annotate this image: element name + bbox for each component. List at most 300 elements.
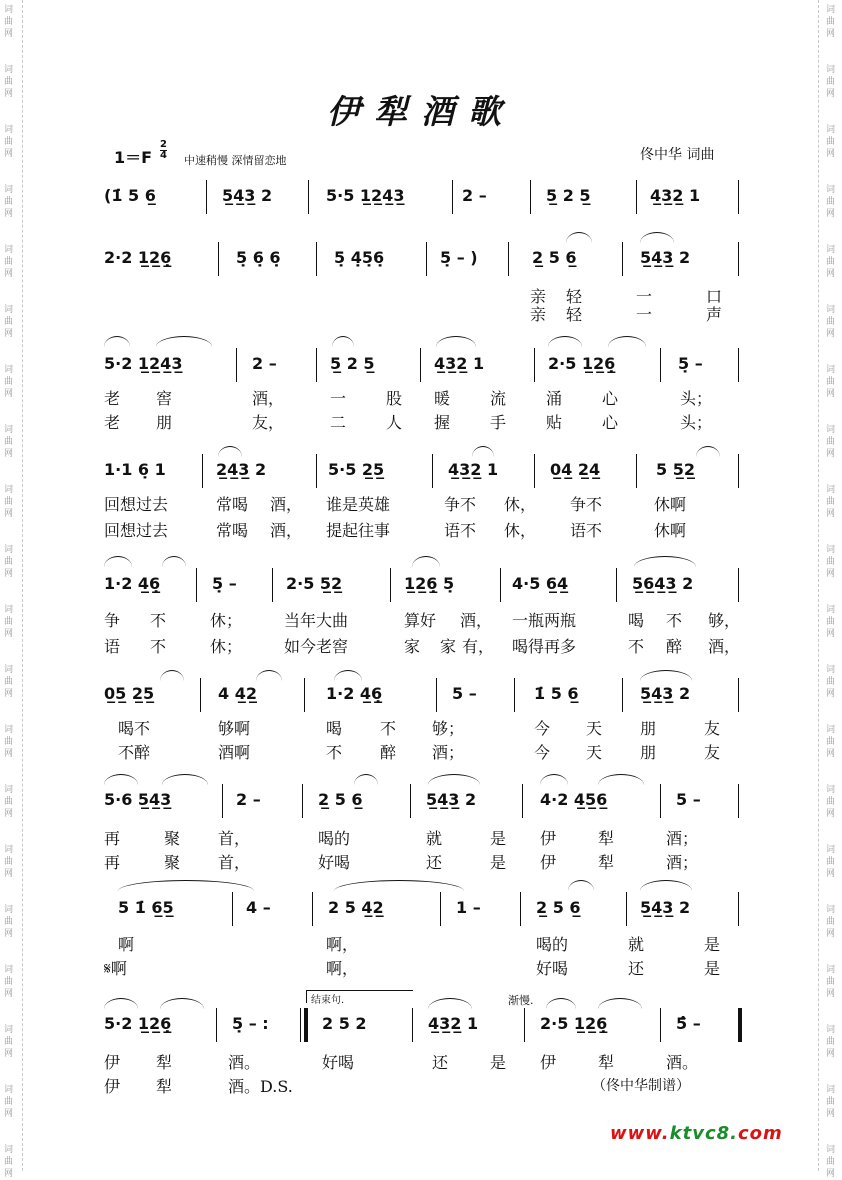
lyric-syllable: 友 — [704, 719, 721, 738]
lyric-syllable: 醉 — [380, 743, 397, 762]
barline — [626, 892, 627, 926]
measure: 5 – — [452, 684, 477, 703]
site-watermark-text — [610, 1123, 783, 1144]
side-watermark: 词 曲 网 — [826, 1025, 836, 1059]
lyric-syllable: 醉 — [666, 637, 683, 656]
lyric-syllable: 酒； — [666, 829, 699, 848]
measure: 2 – — [236, 790, 261, 809]
lyric-syllable: 如今老窖 — [284, 637, 349, 656]
measure: 5̲ 2 5̲ — [330, 354, 375, 373]
barline — [412, 1008, 413, 1042]
lyric-syllable: 好喝 — [318, 853, 351, 872]
lyric-syllable: 回想过去 — [104, 521, 169, 540]
slur — [412, 556, 440, 567]
lyric-syllable: 还 — [432, 1053, 449, 1072]
lyric-syllable: 酒， — [460, 611, 493, 630]
measure: 5·6 5̲4̲3̲ — [104, 790, 172, 809]
measure: 2·5 1̲2̲6̣̲ — [548, 354, 616, 373]
lyric-syllable: 提起往事 — [326, 521, 391, 540]
lyric-line — [0, 850, 842, 872]
lyric-syllable: 人 — [386, 413, 403, 432]
score-system — [0, 178, 842, 218]
lyric-syllable: 是 — [490, 853, 507, 872]
lyric-syllable: 朋 — [156, 413, 173, 432]
lyric-syllable: 首， — [218, 829, 251, 848]
lyric-syllable: 轻 — [566, 287, 583, 306]
side-watermark: 词 曲 网 — [4, 485, 14, 519]
lyric-syllable: 喝的 — [318, 829, 351, 848]
lyric-syllable: 啊 — [118, 935, 135, 954]
measure: 5 5̲2̲ — [656, 460, 695, 479]
repeat-barline — [304, 1008, 308, 1042]
lyric-syllable: 谁是英雄 — [326, 495, 391, 514]
measure: 5̲4̲3̲ 2 — [640, 684, 691, 703]
lyric-line — [0, 826, 842, 848]
lyric-syllable: 常喝 — [216, 495, 249, 514]
lyric-syllable: 好喝 — [536, 959, 569, 978]
slur — [118, 880, 254, 891]
side-watermark: 词 曲 网 — [826, 305, 836, 339]
measure: 2 – — [462, 186, 487, 205]
lyric-syllable: 常喝 — [216, 521, 249, 540]
side-watermark: 词 曲 网 — [826, 485, 836, 519]
side-watermark: 词 曲 网 — [826, 785, 836, 819]
measure: 5̣ 6̣ 6̣ — [236, 248, 281, 267]
watermark-letter: k — [669, 1123, 683, 1144]
lyric-syllable: 天 — [586, 743, 603, 762]
lyric-syllable: 握 — [434, 413, 451, 432]
lyric-syllable: 争不 — [444, 495, 477, 514]
lyric-line — [0, 634, 842, 656]
lyric-syllable: 休， — [504, 495, 537, 514]
key-signature: 1＝F — [114, 148, 153, 167]
barline — [420, 348, 421, 382]
barline — [738, 348, 739, 382]
barline — [738, 678, 739, 712]
slur — [696, 446, 720, 457]
lyric-syllable: 喝 — [628, 611, 645, 630]
measure: 2̲ 5 6̲ — [532, 248, 577, 267]
slur — [540, 774, 568, 785]
side-watermark: 词 曲 网 — [4, 425, 14, 459]
score-system — [0, 782, 842, 822]
slur — [566, 232, 592, 243]
lyric-syllable: 再 — [104, 853, 121, 872]
side-watermark: 词 曲 网 — [826, 965, 836, 999]
lyric-syllable: 口 — [706, 287, 723, 306]
barline — [738, 180, 739, 214]
lyric-syllable: 伊 — [104, 1077, 121, 1096]
side-watermark: 词 曲 网 — [4, 725, 14, 759]
lyric-syllable: 不 — [150, 637, 167, 656]
barline — [436, 678, 437, 712]
side-watermark: 词 曲 网 — [4, 1085, 14, 1119]
slur — [218, 446, 242, 457]
lyric-syllable: 是 — [704, 959, 721, 978]
lyric-syllable: 语不 — [570, 521, 603, 540]
score-system — [0, 1006, 842, 1046]
lyric-syllable: 酒。 — [228, 1053, 261, 1072]
slur — [436, 336, 476, 347]
lyric-syllable: 回想过去 — [104, 495, 169, 514]
lyric-syllable: 休； — [210, 611, 243, 630]
slur — [640, 880, 692, 891]
lyric-syllable: 声 — [706, 305, 723, 324]
lyric-syllable: 喝得再多 — [512, 637, 577, 656]
lyric-syllable: 暖 — [434, 389, 451, 408]
watermark-letter: w — [610, 1123, 628, 1144]
lyric-syllable: 不 — [380, 719, 397, 738]
measure: 5 – — [676, 790, 701, 809]
barline — [196, 568, 197, 602]
barline — [410, 784, 411, 818]
lyric-line — [0, 1050, 842, 1072]
side-watermark: 词 曲 网 — [826, 365, 836, 399]
measure: 2·5 1̲2̲6̣̲ — [540, 1014, 608, 1033]
lyric-syllable: 有， — [462, 637, 495, 656]
lyric-syllable: 流 — [490, 389, 507, 408]
slur — [104, 556, 132, 567]
lyric-syllable: 轻 — [566, 305, 583, 324]
watermark-letter: . — [661, 1123, 670, 1144]
lyric-syllable: 酒， — [270, 495, 303, 514]
barline — [312, 892, 313, 926]
lyric-syllable: 酒。D.S. — [228, 1077, 293, 1096]
watermark-letter: o — [749, 1123, 764, 1144]
lyric-syllable: 今 — [534, 743, 551, 762]
measure: 0̲5̲ 2̲5̲ — [104, 684, 155, 703]
score-system — [0, 452, 842, 492]
measure: 5̲4̲3̲ 2 — [640, 898, 691, 917]
measure: 5 1̇ 6̲5̲ — [118, 898, 174, 917]
lyric-syllable: 今 — [534, 719, 551, 738]
lyric-syllable: 一 — [636, 305, 653, 324]
side-watermark: 词 曲 网 — [826, 125, 836, 159]
score-system — [0, 240, 842, 280]
side-watermark: 词 曲 网 — [4, 125, 14, 159]
slur — [598, 774, 644, 785]
barline — [622, 242, 623, 276]
lyric-syllable: 涌 — [546, 389, 563, 408]
time-signature — [160, 140, 167, 161]
barline — [534, 454, 535, 488]
lyric-line — [0, 386, 842, 408]
measure: 2 5 4̲2̲ — [328, 898, 384, 917]
lyric-syllable: 酒， — [270, 521, 303, 540]
lyric-syllable: 休， — [504, 521, 537, 540]
side-watermark: 词 曲 网 — [4, 845, 14, 879]
lyric-syllable: 语不 — [444, 521, 477, 540]
measure: (1̇ 5 6̲ — [104, 186, 156, 205]
lyric-syllable: 就 — [628, 935, 645, 954]
measure: 1 – — [456, 898, 481, 917]
lyric-syllable: 够； — [432, 719, 465, 738]
lyric-syllable: 够， — [708, 611, 741, 630]
slur — [472, 446, 494, 457]
slur — [160, 998, 204, 1009]
score-system — [0, 346, 842, 386]
barline — [426, 242, 427, 276]
slur — [156, 336, 212, 347]
watermark-letter: m — [763, 1123, 783, 1144]
slur — [162, 556, 186, 567]
measure: 1·2 4̲6̣̲ — [326, 684, 383, 703]
lyric-line — [0, 716, 842, 738]
side-watermark: 词 曲 网 — [4, 965, 14, 999]
slur — [428, 774, 480, 785]
lyric-syllable: 聚 — [164, 829, 181, 848]
measure: 5̂ – — [676, 1014, 701, 1033]
lyric-syllable: 是 — [704, 935, 721, 954]
side-watermark: 词 曲 网 — [4, 605, 14, 639]
barline — [432, 454, 433, 488]
lyric-syllable: 休； — [210, 637, 243, 656]
barline — [232, 892, 233, 926]
ritardando-mark: 渐慢. — [508, 994, 534, 1007]
slur — [104, 998, 138, 1009]
lyric-syllable: 股 — [386, 389, 403, 408]
barline — [308, 180, 309, 214]
slur — [608, 336, 646, 347]
composer-credit: 佟中华 词曲 — [640, 147, 715, 163]
side-watermark: 词 曲 网 — [826, 1085, 836, 1119]
side-watermark: 词 曲 网 — [4, 65, 14, 99]
measure: 5̲4̲3̲ 2 — [222, 186, 273, 205]
lyric-syllable: 家 — [440, 637, 457, 656]
measure: 4̲3̲2̲ 1 — [448, 460, 499, 479]
lyric-syllable: 酒； — [432, 743, 465, 762]
lyric-syllable: 不 — [150, 611, 167, 630]
lyric-syllable: 聚 — [164, 853, 181, 872]
slur — [332, 336, 354, 347]
slur — [354, 774, 378, 785]
measure: 2·5 5̲2̲ — [286, 574, 343, 593]
barline — [300, 1008, 301, 1042]
barline — [316, 242, 317, 276]
watermark-letter: c — [704, 1123, 717, 1144]
measure: 1̇ 5 6̲ — [534, 684, 579, 703]
watermark-letter: w — [627, 1123, 646, 1144]
measure: 5̣ – — [212, 574, 237, 593]
barline — [222, 784, 223, 818]
side-watermark: 词 曲 网 — [4, 365, 14, 399]
lyric-syllable: 不醉 — [118, 743, 151, 762]
measure: 5̣ – : — [232, 1014, 269, 1033]
measure: 5̣ – ) — [440, 248, 478, 267]
lyric-syllable: 伊 — [540, 853, 557, 872]
side-watermark: 词 曲 网 — [826, 845, 836, 879]
lyric-syllable: 休啊 — [654, 521, 687, 540]
lyric-syllable: 老 — [104, 413, 121, 432]
lyric-syllable: 休啊 — [654, 495, 687, 514]
slur — [256, 670, 282, 681]
lyric-line — [0, 1074, 842, 1096]
lyric-syllable: 争 — [104, 611, 121, 630]
lyric-syllable: 不 — [666, 611, 683, 630]
lyric-syllable: 友 — [704, 743, 721, 762]
slur — [634, 556, 696, 567]
lyric-syllable: 语 — [104, 637, 121, 656]
barline — [636, 180, 637, 214]
measure: 5·5 1̲2̲4̲3̲ — [326, 186, 405, 205]
lyric-syllable: 犁 — [598, 853, 615, 872]
side-watermark: 词 曲 网 — [4, 545, 14, 579]
lyric-syllable: 喝的 — [536, 935, 569, 954]
measure: 4 4̲2̲ — [218, 684, 257, 703]
barline — [304, 678, 305, 712]
measure: 2 5 2 — [322, 1014, 367, 1033]
watermark-letter: 8 — [716, 1123, 731, 1144]
barline — [522, 784, 523, 818]
side-watermark: 词 曲 网 — [826, 725, 836, 759]
barline — [534, 348, 535, 382]
side-watermark: 词 曲 网 — [826, 425, 836, 459]
slur — [598, 998, 642, 1009]
score-system — [0, 676, 842, 716]
lyric-syllable: 首， — [218, 853, 251, 872]
lyric-line — [0, 956, 842, 978]
side-watermark: 词 曲 网 — [4, 245, 14, 279]
lyric-syllable: 够啊 — [218, 719, 251, 738]
barline — [452, 180, 453, 214]
lyric-syllable: 犁 — [598, 829, 615, 848]
lyric-syllable: 伊 — [540, 1053, 557, 1072]
measure: 5·5 2̲5̲ — [328, 460, 385, 479]
side-watermark: 词 曲 网 — [4, 665, 14, 699]
lyric-syllable: 犁 — [156, 1053, 173, 1072]
lyric-syllable: 啊， — [326, 959, 359, 978]
barline — [738, 784, 739, 818]
side-watermark: 词 曲 网 — [4, 305, 14, 339]
barline — [202, 454, 203, 488]
lyric-syllable: 还 — [426, 853, 443, 872]
lyric-syllable: 一瓶两瓶 — [512, 611, 577, 630]
slur — [162, 774, 208, 785]
lyric-syllable: 好喝 — [322, 1053, 355, 1072]
measure: 4·5 6̲4̲ — [512, 574, 569, 593]
lyric-syllable: 争不 — [570, 495, 603, 514]
barline — [440, 892, 441, 926]
lyric-syllable: 朋 — [640, 743, 657, 762]
slur — [548, 336, 582, 347]
side-watermark: 词 曲 网 — [4, 1145, 14, 1179]
measure: 5·2 1̲2̲6̣̲ — [104, 1014, 172, 1033]
lyric-syllable: 心 — [602, 389, 619, 408]
score-system — [0, 566, 842, 606]
slur — [160, 670, 184, 681]
slur — [546, 998, 576, 1009]
score-system — [0, 890, 842, 930]
lyric-syllable: 酒； — [666, 853, 699, 872]
lyric-line — [0, 518, 842, 540]
measure: 0̲4̲ 2̲4̲ — [550, 460, 601, 479]
lyric-syllable: 𝄋啊 — [104, 959, 127, 978]
measure: 2·2 1̲2̲6̣̲ — [104, 248, 172, 267]
side-watermark: 词 曲 网 — [826, 245, 836, 279]
lyric-syllable: 不 — [628, 637, 645, 656]
volta-label: 结束句. — [311, 995, 345, 1006]
lyric-syllable: 不 — [326, 743, 343, 762]
barline — [738, 568, 739, 602]
measure: 1̲2̲6̣̲ 5̣ — [404, 574, 455, 593]
measure: 2̲ 5 6̲ — [536, 898, 581, 917]
lyric-syllable: 犁 — [598, 1053, 615, 1072]
lyric-syllable: 家 — [404, 637, 421, 656]
site-watermark — [610, 1123, 783, 1144]
barline — [236, 348, 237, 382]
watermark-letter: . — [730, 1123, 738, 1144]
lyric-syllable: 贴 — [546, 413, 563, 432]
slur — [104, 774, 138, 785]
song-title: 伊犁酒歌 — [327, 92, 515, 131]
measure: 1·1 6̣ 1 — [104, 460, 166, 479]
volta-bracket — [306, 990, 413, 1006]
lyric-syllable: 算好 — [404, 611, 437, 630]
barline — [636, 454, 637, 488]
barline — [316, 348, 317, 382]
lyric-syllable: 伊 — [104, 1053, 121, 1072]
slur — [428, 998, 472, 1009]
slur — [104, 336, 130, 347]
lyric-syllable: 啊， — [326, 935, 359, 954]
lyric-line — [0, 492, 842, 514]
barline — [738, 1008, 742, 1042]
watermark-letter: v — [692, 1123, 705, 1144]
lyric-syllable: 头； — [680, 413, 713, 432]
lyric-line — [0, 740, 842, 762]
barline — [622, 678, 623, 712]
lyric-syllable: 老 — [104, 389, 121, 408]
measure: 5̲6̲4̲3̲ 2 — [632, 574, 694, 593]
lyric-syllable: 酒啊 — [218, 743, 251, 762]
side-watermark: 词 曲 网 — [4, 785, 14, 819]
barline — [218, 242, 219, 276]
lyric-syllable: 还 — [628, 959, 645, 978]
lyric-syllable: 伊 — [540, 829, 557, 848]
lyric-syllable: 喝 — [326, 719, 343, 738]
lyric-syllable: 头； — [680, 389, 713, 408]
measure: 2̲ 5 6̲ — [318, 790, 363, 809]
lyric-syllable: 友， — [252, 413, 285, 432]
barline — [508, 242, 509, 276]
lyric-syllable: 二 — [330, 413, 347, 432]
barline — [738, 242, 739, 276]
lyric-syllable: 当年大曲 — [284, 611, 349, 630]
lyric-line — [0, 410, 842, 432]
lyric-syllable: 亲 — [530, 305, 547, 324]
measure: 2 – — [252, 354, 277, 373]
lyric-syllable: 犁 — [156, 1077, 173, 1096]
lyric-syllable: 一 — [330, 389, 347, 408]
side-watermark: 词 曲 网 — [4, 5, 14, 39]
barline — [500, 568, 501, 602]
lyric-line — [0, 932, 842, 954]
meter-bottom: 4 — [160, 150, 167, 161]
watermark-letter: t — [682, 1123, 693, 1144]
measure: 4·2 4̲5̲6̲ — [540, 790, 608, 809]
side-watermark: 词 曲 网 — [826, 665, 836, 699]
barline — [316, 454, 317, 488]
measure: 5̣ – — [678, 354, 703, 373]
side-watermark: 词 曲 网 — [4, 185, 14, 219]
meter-top: 2 — [160, 139, 167, 150]
lyric-syllable: 亲 — [530, 287, 547, 306]
side-watermark: 词 曲 网 — [4, 905, 14, 939]
lyric-syllable: 朋 — [640, 719, 657, 738]
measure: 1·2 4̲6̣̲ — [104, 574, 161, 593]
measure: 5̲ 2 5̲ — [546, 186, 591, 205]
lyric-syllable: 心 — [602, 413, 619, 432]
